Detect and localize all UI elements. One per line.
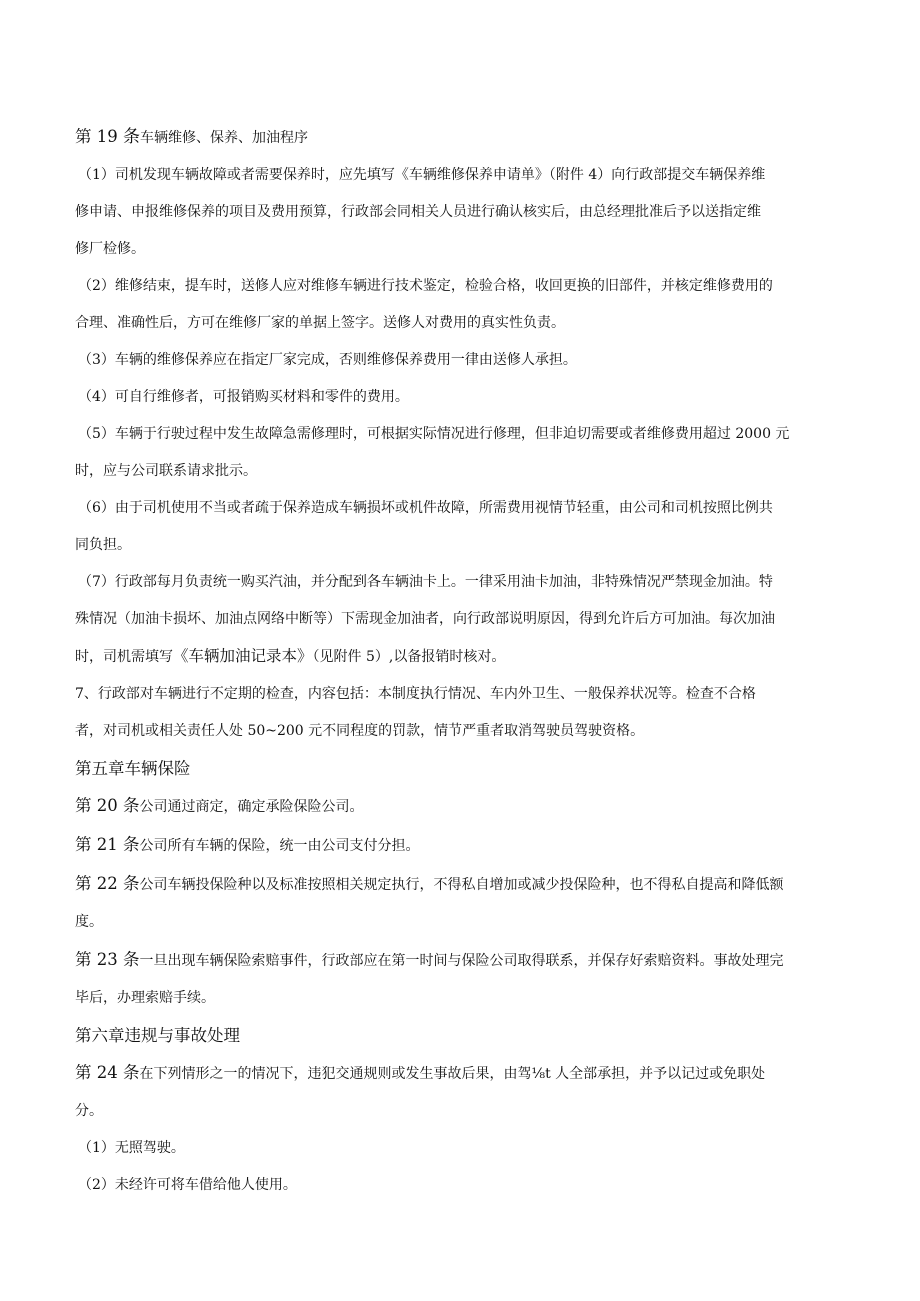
item-3-line-1: （3）车辆的维修保养应在指定厂家完成，否则维修保养费用一律由送修人承担。 [78,352,577,368]
article-22-line-2: 度。 [75,914,103,930]
article-23-line-2: 毕后，办理索赔手续。 [75,990,215,1006]
item-7-line-1: （7）行政部每月负责统一购买汽油，并分配到各车辆油卡上。一律采用油卡加油，非特殊情况严禁现金加油。特 [78,574,773,590]
item-6-line-1: （6）由于司机使用不当或者疏于保养造成车辆损坏或机件故障，所需费用视情节轻重，由公司和司机按照比例共 [78,500,773,516]
item-4-line-1: （4）可自行维修者，可报销购买材料和零件的费用。 [78,389,409,405]
item-5-line-1: （5）车辆于行驶过程中发生故障急需修理时，可根据实际情况进行修理，但非迫切需要或者维修费用超过 2000 元 [78,426,790,442]
list-item: （2）未经许可将车借给他人使用。 [78,1177,297,1193]
article-24-line-2: 分。 [75,1103,103,1119]
item-6-line-2: 同负担。 [75,537,131,553]
chapter-6-heading: 第六章违规与事故处理 [75,1026,240,1045]
article-19-heading: 第 19 条车辆维修、保养、加油程序 [75,127,308,147]
article-20: 第 20 条公司通过商定，确定承险保险公司。 [75,796,364,815]
article-22-line-1: 第 22 条公司车辆投保险种以及标准按照相关规定执行，不得私自增加或减少投保险种，也不得私自提高和降低额 [75,874,784,893]
item-5-line-2: 时，应与公司联系请求批示。 [75,463,257,479]
item-7-line-2: 殊情况（加油卡损坏、加油点网络中断等）下需现金加油者，向行政部说明原因，得到允许后方可加油。每次加油 [75,611,775,627]
item-2-line-1: （2）维修结束，提车时，送修人应对维修车辆进行技术鉴定，检验合格，收回更换的旧部件，并核定维修费用的 [78,278,773,294]
article-21: 第 21 条公司所有车辆的保险，统一由公司支付分担。 [75,835,420,854]
list-item: （1）无照驾驶。 [78,1140,185,1156]
document-page [75,118,850,1204]
item-1-line-1: （1）司机发现车辆故障或者需要保养时，应先填写《车辆维修保养申请单》（附件 4）向行政部提交车辆保养维 [78,167,766,183]
item-1-line-2: 修申请、申报维修保养的项目及费用预算，行政部会同相关人员进行确认核实后，由总经理批准后予以送指定维 [75,204,761,220]
inspection-line-1: 7、行政部对车辆进行不定期的检查，内容包括：本制度执行情况、车内外卫生、一般保养状况等。检查不合格 [75,686,756,702]
article-23-line-1: 第 23 条一旦出现车辆保险索赔事件，行政部应在第一时间与保险公司取得联系，并保存好索赔资料。事故处理完 [75,950,784,969]
item-7-line-3: 时，司机需填写《车辆加油记录本》（见附件 5）,以备报销时核对。 [75,647,506,665]
inspection-line-2: 者，对司机或相关责任人处 50~200 元不同程度的罚款，情节严重者取消驾驶员驾驶资格。 [75,723,645,739]
fuel-log-title: 《车辆加油记录本》 [173,647,313,665]
item-1-line-3: 修厂检修。 [75,241,145,257]
item-2-line-2: 合理、准确性后，方可在维修厂家的单据上签字。送修人对费用的真实性负责。 [75,315,565,331]
chapter-5-heading: 第五章车辆保险 [75,759,191,778]
article-24-line-1: 第 24 条在下列情形之一的情况下，违犯交通规则或发生事故后果，由驾⅛t 人全部承担，并予以记过或免职处 [75,1063,766,1082]
